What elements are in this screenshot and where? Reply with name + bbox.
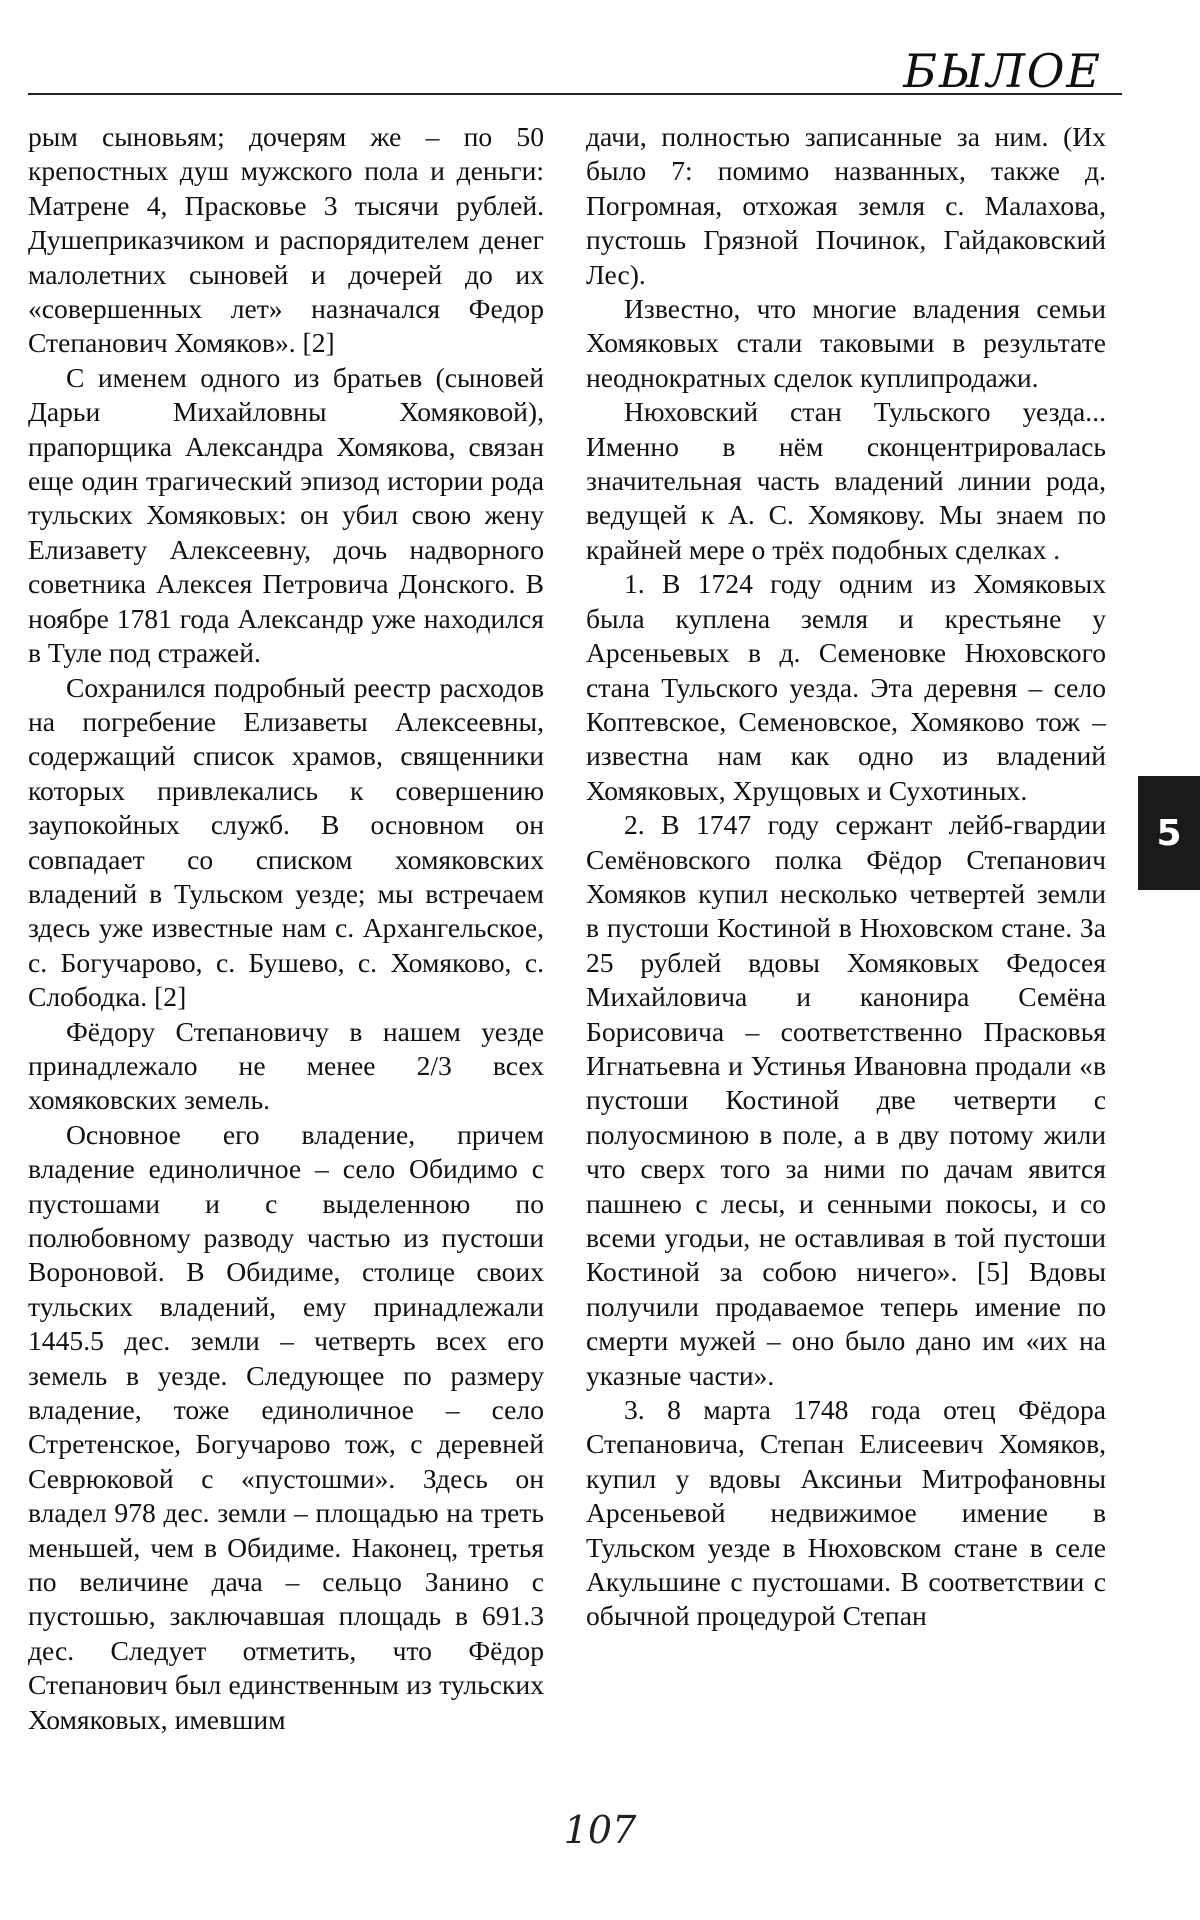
paragraph: рым сыновьям; дочерям же – по 50 крепостных душ мужского пола и деньги: Матрене 4, Прасковье 3 тысячи рублей. Душеприказчиком и распорядителем денег малолетних сыновей и дочерей до их «совершенных лет» назначался Федор Степанович Хомяков». [2]	[28, 121, 544, 359]
paragraph: 1. В 1724 году одним из Хомяковых была куплена земля и крестьяне у Арсеньевых в д. Семеновке Нюховского стана Тульского уезда. Эта деревня – село Коптевское, Семеновское, Хомяково тож – известна нам как одно из владений Хомяковых, Хрущовых и Сухотиных.	[586, 568, 1106, 806]
right-text-column	[586, 120, 1106, 1634]
header-rule	[28, 93, 1122, 95]
paragraph: Сохранился подробный реестр расходов на погребение Елизаветы Алексеевны, содержащий список храмов, священники которых привлекались к совершению заупокойных служб. В основном он совпадает со списком хомяковских владений в Тульском уезде; мы встречаем здесь уже известные нам с. Архангельское, с. Богучарово, с. Бушево, с. Хомяково, с. Слободка. [2]	[28, 671, 544, 1013]
left-text-column	[28, 120, 544, 1737]
paragraph: Основное его владение, причем владение единоличное – село Обидимо с пустошами и с выделенною по полюбовному разводу частью из пустоши Вороновой. В Обидиме, столице своих тульских владений, ему принадлежали 1445.5 дес. земли – четверть всех его земель в уезде. Следующее по размеру владение, тоже единоличное – село Стретенское, Богучарово тож, с деревней Севрюковой с «пустошми». Здесь он владел 978 дес. земли – площадью на треть меньшей, чем в Обидиме. Наконец, третья по величине дача – сельцо Занино с пустошью, заключавшая площадь в 691.3 дес. Следует отметить, что Фёдор Степанович был единственным из тульских Хомяковых, имевшим	[28, 1118, 544, 1735]
running-header-title: БЫЛОЕ	[903, 44, 1102, 98]
chapter-tab: 5	[1138, 776, 1200, 890]
paragraph: Известно, что многие владения семьи Хомяковых стали таковыми в результате неоднократных сделок куплипродажи.	[586, 293, 1106, 393]
paragraph: С именем одного из братьев (сыновей Дарьи Михайловны Хомяковой), прапорщика Александра Хомякова, связан еще один трагический эпизод истории рода тульских Хомяковых: он убил свою жену Елизавету Алексеевну, дочь надворного советника Алексея Петровича Донского. В ноябре 1781 года Александр уже находился в Туле под стражей.	[28, 361, 544, 669]
paragraph: 2. В 1747 году сержант лейб-гвардии Семёновского полка Фёдор Степанович Хомяков купил несколько четвертей земли в пустоши Костиной в Нюховском стане. За 25 рублей вдовы Хомяковых Федосея Михайловича и канонира Семёна Борисовича – соответственно Прасковья Игнатьевна и Устинья Ивановна продали «в пустоши Костиной две четверти с полуосминою в поле, а в дву потому жили что сверх того за ними по дачам явится пашнею с лесы, и сенными покосы, и со всеми угодьи, не оставливая в той пустоши Костиной за собою ничего». [5] Вдовы получили продаваемое теперь имение по смерти мужей – оно было дано им «их на указные части».	[586, 809, 1106, 1391]
page-number: 107	[563, 1808, 637, 1852]
paragraph: дачи, полностью записанные за ним. (Их было 7: помимо названных, также д. Погромная, отхожая земля с. Малахова, пустошь Грязной Починок, Гайдаковский Лес).	[586, 121, 1106, 290]
paragraph: 3. 8 марта 1748 года отец Фёдора Степановича, Степан Елисеевич Хомяков, купил у вдовы Аксиньи Митрофановны Арсеньевой недвижимое имение в Тульском уезде в Нюховском стане в селе Акульшине с пустошами. В соответствии с обычной процедурой Степан	[586, 1394, 1106, 1632]
paragraph: Фёдору Степановичу в нашем уезде принадлежало не менее 2/3 всех хомяковских земель.	[28, 1015, 544, 1116]
paragraph: Нюховский стан Тульского уезда... Именно в нём сконцентрировалась значительная часть владений линии рода, ведущей к А. С. Хомякову. Мы знаем по крайней мере о трёх подобных сделках .	[586, 396, 1106, 565]
